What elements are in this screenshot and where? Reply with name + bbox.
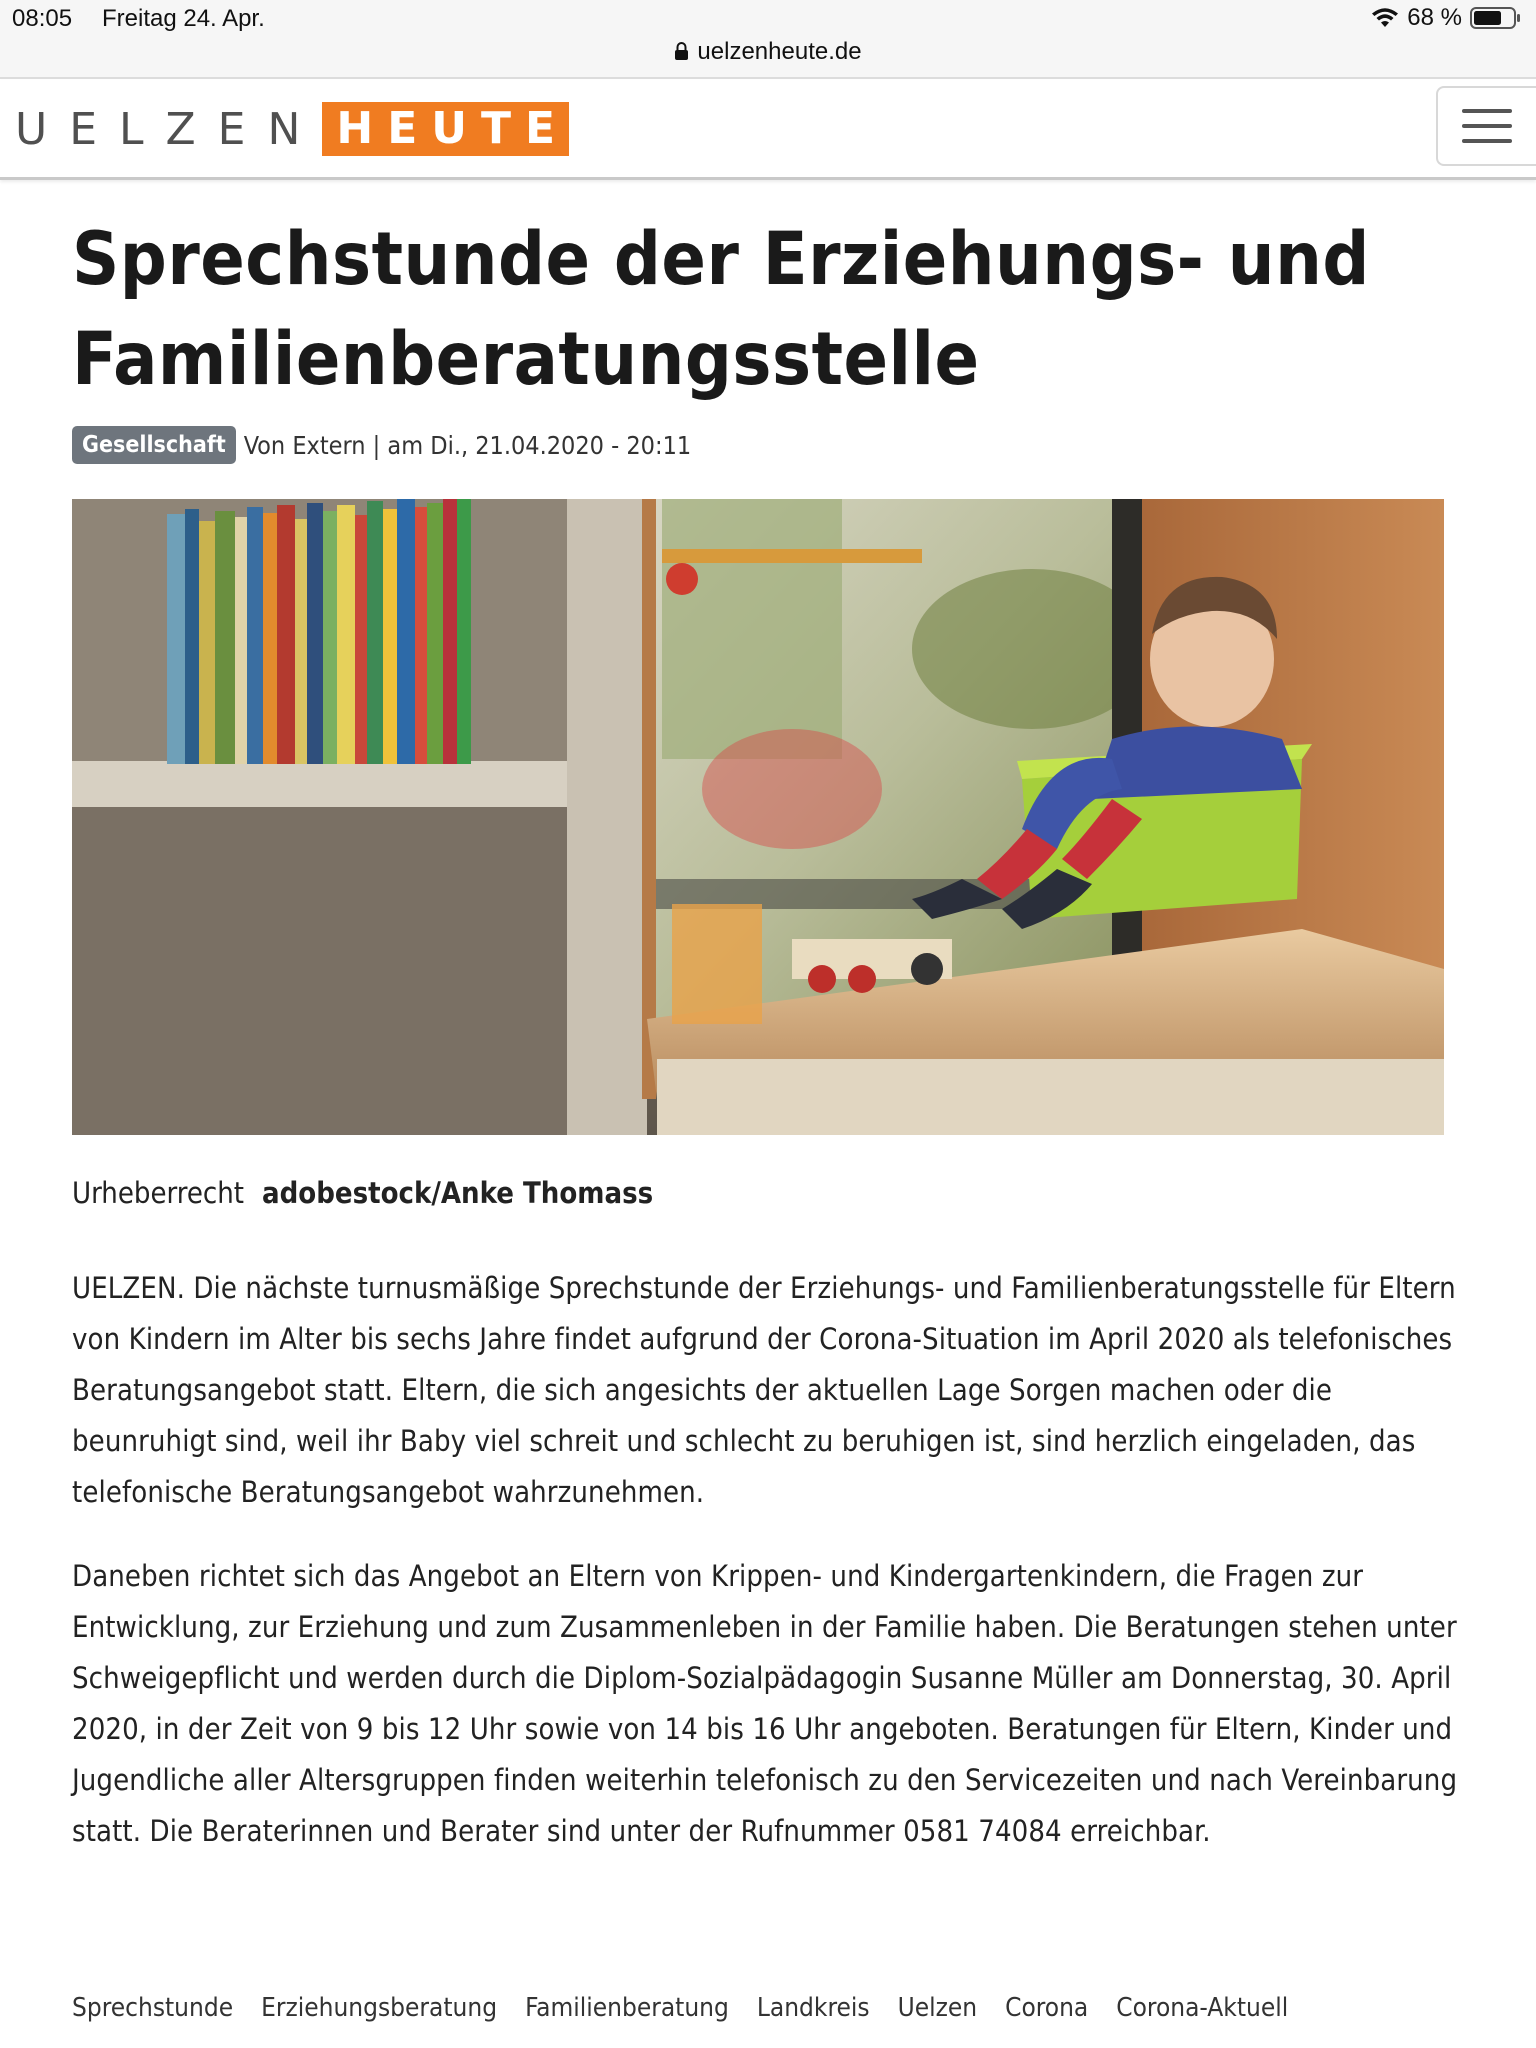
credit-name: adobestock/Anke Thomass <box>262 1176 654 1210</box>
article-title <box>72 210 1452 410</box>
lock-icon <box>674 41 689 61</box>
article-title-line1: Sprechstunde der Erziehungs- und <box>72 217 1370 302</box>
tag-corona-aktuell[interactable]: Corona-Aktuell <box>1116 1993 1289 2023</box>
tag-landkreis[interactable]: Landkreis <box>756 1993 870 2023</box>
article-byline: Von Extern | am Di., 21.04.2020 - 20:11 <box>243 430 692 460</box>
tag-sprechstunde[interactable]: Sprechstunde <box>72 1993 234 2023</box>
article-image <box>72 499 1444 1135</box>
menu-button[interactable] <box>1436 86 1536 166</box>
image-credit <box>72 1176 653 1210</box>
category-badge[interactable]: Gesellschaft <box>72 426 236 464</box>
article-title-line2: Familienberatungsstelle <box>72 317 980 402</box>
address-url: uelzenheute.de <box>697 38 862 65</box>
browser-top-bar <box>0 0 1536 79</box>
tag-list <box>72 1993 1288 2023</box>
status-date: Freitag 24. Apr. <box>102 5 265 32</box>
tag-corona[interactable]: Corona <box>1005 1993 1089 2023</box>
battery-icon <box>1470 6 1522 30</box>
status-indicators <box>1371 4 1522 32</box>
tag-uelzen[interactable]: Uelzen <box>897 1993 978 2023</box>
hamburger-menu-icon <box>1462 107 1512 145</box>
article-paragraph-2: Daneben richtet sich das Angebot an Eltern von Krippen- und Kindergartenkindern, die Fragen zur Entwicklung, zur Erziehung und zum Zusammenleben in der Familie haben. Die Beratungen stehen unter Schweigepflicht und werden durch die Diplom-Sozialpädagogin Susanne Müller am Donnerstag, 30. April 2020, in der Zeit von 9 bis 12 Uhr sowie von 14 bis 16 Uhr angeboten. Beratungen für Eltern, Kinder und Jugendliche aller Altersgruppen finden weiterhin telefonisch zu den Servicezeiten und nach Vereinbarung statt. Die Beraterinnen und Berater sind unter der Rufnummer 0581 74084 erreichbar. <box>72 1559 1458 1848</box>
address-bar[interactable] <box>0 38 1536 66</box>
logo-text-right: HEUTE <box>322 102 569 156</box>
child-at-window-photo <box>72 499 1444 1135</box>
logo-text-left: UELZEN <box>15 103 323 155</box>
credit-label: Urheberrecht <box>72 1176 244 1210</box>
tag-erziehungsberatung[interactable]: Erziehungsberatung <box>261 1993 498 2023</box>
site-logo[interactable] <box>15 99 569 159</box>
wifi-icon <box>1371 7 1399 29</box>
battery-percent: 68 % <box>1407 4 1462 31</box>
tag-familienberatung[interactable]: Familienberatung <box>525 1993 729 2023</box>
article-meta <box>72 426 691 464</box>
article-paragraph-1: UELZEN. Die nächste turnusmäßige Sprechstunde der Erziehungs- und Familienberatungsstelle für Eltern von Kindern im Alter bis sechs Jahre findet aufgrund der Corona-Situation im April 2020 als telefonisches Beratungsangebot statt. Eltern, die sich angesichts der aktuellen Lage Sorgen machen oder die beunruhigt sind, weil ihr Baby viel schreit und schlecht zu beruhigen ist, sind herzlich eingeladen, das telefonische Beratungsangebot wahrzunehmen. <box>72 1271 1456 1509</box>
status-time: 08:05 <box>12 5 73 32</box>
site-header <box>0 80 1536 180</box>
